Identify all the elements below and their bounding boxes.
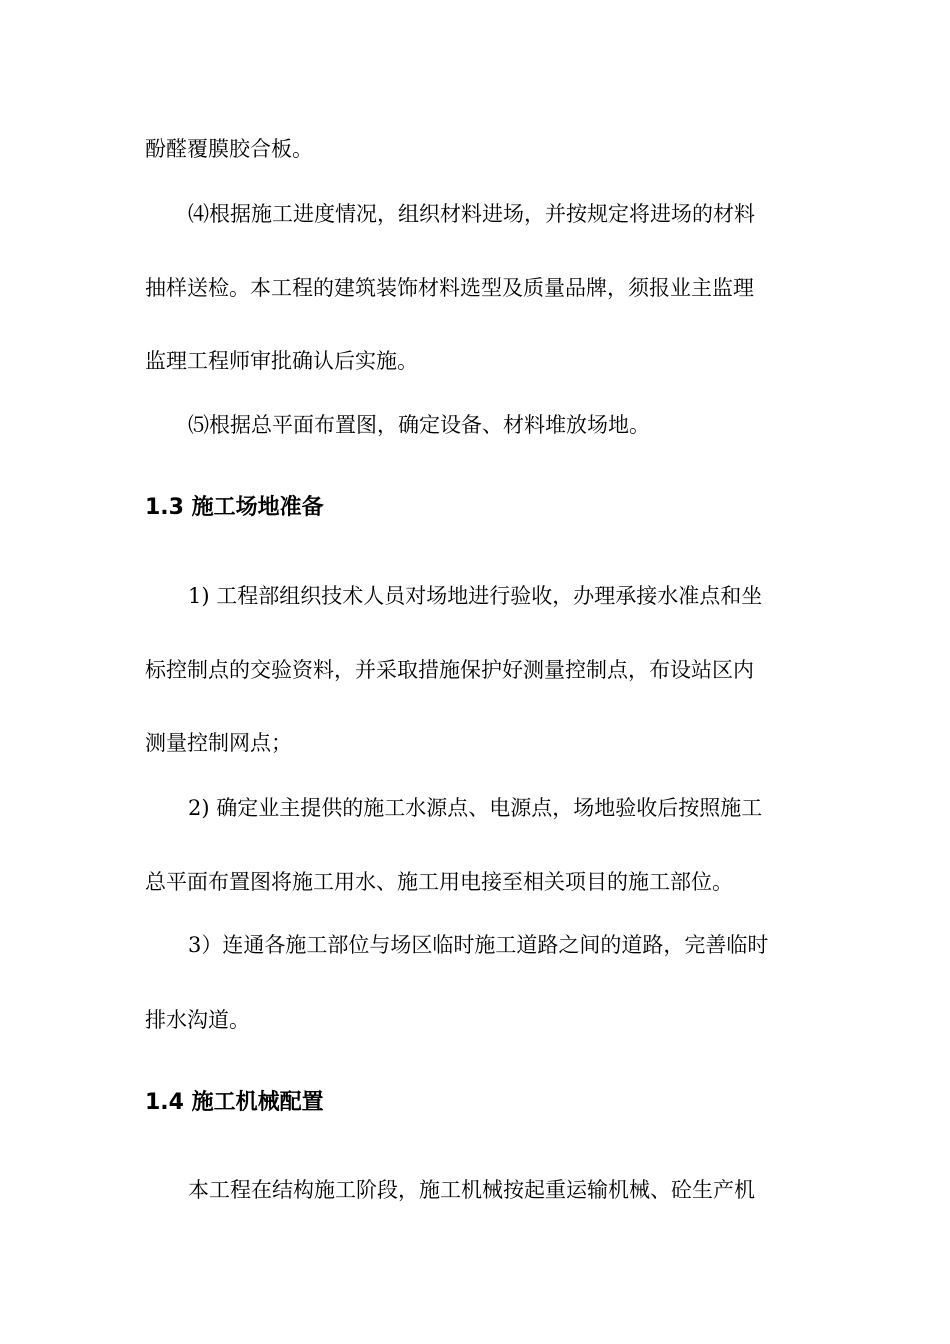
section-heading: 1.3 施工场地准备 <box>145 495 324 520</box>
paragraph-line: 标控制点的交验资料，并采取措施保护好测量控制点，布设站区内 <box>145 658 754 682</box>
paragraph-line: 监理工程师审批确认后实施。 <box>145 349 418 373</box>
paragraph-line: 2) 确定业主提供的施工水源点、电源点，场地验收后按照施工 <box>188 796 763 820</box>
section-heading: 1.4 施工机械配置 <box>145 1090 324 1115</box>
paragraph-line: 3）连通各施工部位与场区临时施工道路之间的道路，完善临时 <box>188 933 769 957</box>
paragraph-line: 本工程在结构施工阶段，施工机械按起重运输机械、砼生产机 <box>188 1178 755 1202</box>
paragraph-line: 测量控制网点； <box>145 731 292 755</box>
paragraph-line: 排水沟道。 <box>145 1008 250 1032</box>
paragraph-line: 总平面布置图将施工用水、施工用电接至相关项目的施工部位。 <box>145 870 733 894</box>
paragraph-line: 1) 工程部组织技术人员对场地进行验收，办理承接水准点和坐 <box>188 584 763 608</box>
paragraph-line: 酚醛覆膜胶合板。 <box>145 137 313 161</box>
paragraph-line: 抽样送检。本工程的建筑装饰材料选型及质量品牌，须报业主监理 <box>145 276 754 300</box>
paragraph-line: ⑷根据施工进度情况，组织材料进场，并按规定将进场的材料 <box>188 202 755 226</box>
paragraph-line: ⑸根据总平面布置图，确定设备、材料堆放场地。 <box>188 413 650 437</box>
